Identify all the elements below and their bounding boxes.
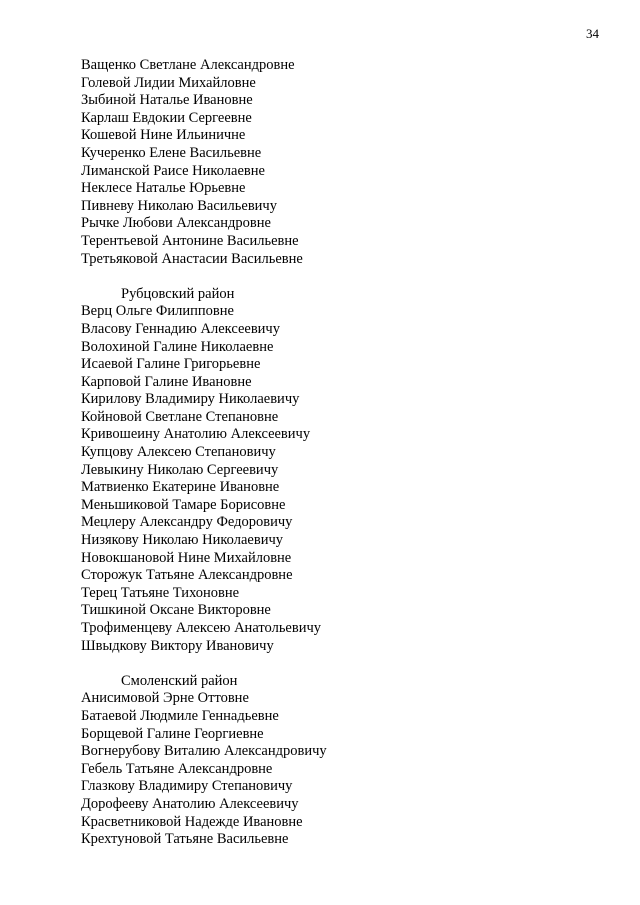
list-item: Кучеренко Елене Васильевне (81, 144, 262, 161)
list-item: Мецлеру Александру Федоровичу (81, 514, 293, 531)
list-item: Верц Ольге Филипповне (81, 303, 234, 320)
list-item: Койновой Светлане Степановне (81, 408, 279, 425)
list-item: Власову Геннадию Алексеевичу (81, 320, 280, 337)
list-item: Сторожук Татьяне Александровне (81, 567, 293, 584)
list-item: Зыбиной Наталье Ивановне (81, 92, 253, 109)
list-item: Неклесе Наталье Юрьевне (81, 180, 246, 197)
list-item: Купцову Алексею Степановичу (81, 444, 276, 461)
list-item: Тишкиной Оксане Викторовне (81, 602, 271, 619)
list-item: Красветниковой Надежде Ивановне (81, 813, 303, 830)
district-heading: Рубцовский район (121, 285, 235, 302)
list-item: Низякову Николаю Николаевичу (81, 532, 283, 549)
list-item: Гебель Татьяне Александровне (81, 760, 273, 777)
list-item: Кирилову Владимиру Николаевичу (81, 391, 300, 408)
list-item: Левыкину Николаю Сергеевичу (81, 461, 279, 478)
list-item: Новокшановой Нине Михайловне (81, 549, 292, 566)
list-item: Терентьевой Антонине Васильевне (81, 232, 299, 249)
list-item: Глазкову Владимиру Степановичу (81, 778, 293, 795)
list-item: Рычке Любови Александровне (81, 215, 271, 232)
list-item: Трофименцеву Алексею Анатольевичу (81, 620, 322, 636)
list-item: Батаевой Людмиле Геннадьевне (81, 707, 279, 724)
district-heading: Смоленский район (121, 672, 238, 689)
list-item: Анисимовой Эрне Оттовне (81, 690, 249, 707)
page-number: 34 (586, 26, 599, 41)
list-item: Матвиенко Екатерине Ивановне (81, 479, 280, 496)
list-item: Борщевой Галине Георгиевне (81, 725, 264, 742)
list-item: Карлаш Евдокии Сергеевне (81, 109, 252, 126)
list-item: Меньшиковой Тамаре Борисовне (81, 496, 286, 513)
list-item: Вогнерубову Виталию Александровичу (81, 743, 327, 760)
list-item: Исаевой Галине Григорьевне (81, 356, 261, 373)
name-group (81, 57, 601, 268)
group-spacer (81, 655, 601, 673)
list-item: Ващенко Светлане Александровне (81, 57, 295, 73)
list-item: Дорофееву Анатолию Алексеевичу (81, 795, 299, 812)
list-item: Швыдкову Виктору Ивановичу (81, 637, 274, 654)
award-list (81, 57, 601, 849)
name-group (81, 673, 601, 849)
list-item: Пивневу Николаю Васильевичу (81, 197, 277, 214)
list-item: Кошевой Нине Ильиничне (81, 127, 246, 144)
list-item: Терец Татьяне Тихоновне (81, 584, 240, 601)
list-item: Кривошеину Анатолию Алексеевичу (81, 426, 311, 443)
name-group (81, 286, 601, 655)
list-item: Карповой Галине Ивановне (81, 373, 252, 390)
group-spacer (81, 268, 601, 286)
list-item: Лиманской Раисе Николаевне (81, 162, 265, 179)
list-item: Волохиной Галине Николаевне (81, 338, 274, 355)
list-item: Голевой Лидии Михайловне (81, 74, 256, 91)
list-item: Третьяковой Анастасии Васильевне (81, 250, 303, 267)
list-item: Крехтуновой Татьяне Васильевне (81, 831, 289, 848)
